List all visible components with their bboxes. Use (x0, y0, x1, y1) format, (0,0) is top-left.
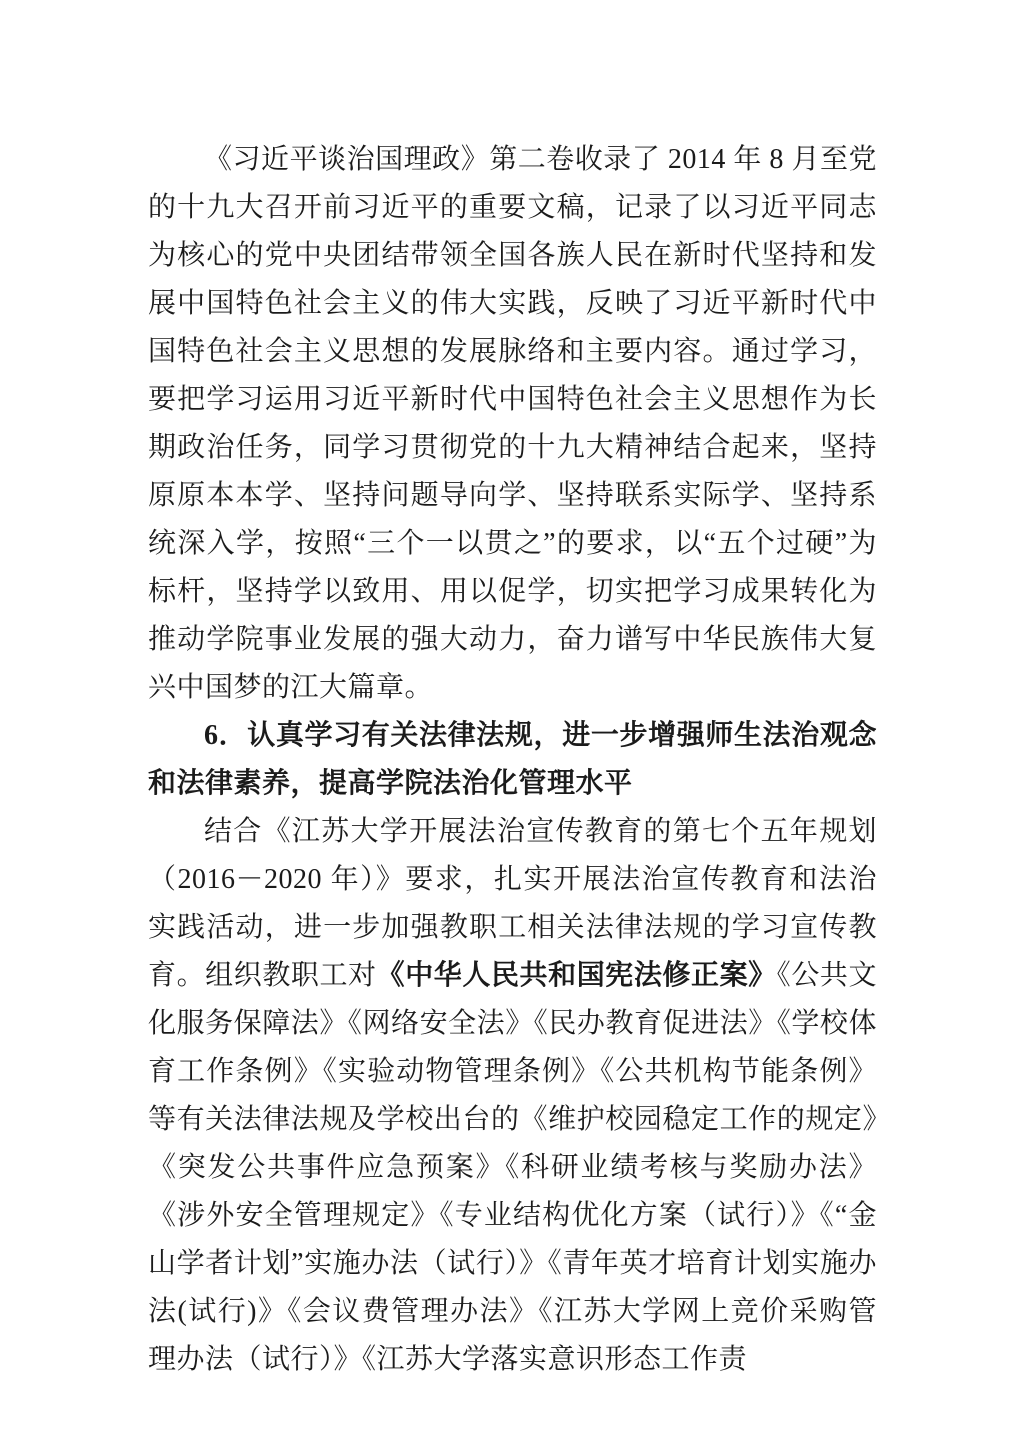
heading-section-6-run-0: 6．认真学习有关法律法规，进一步增强师生法治观念和法律素养，提高学院法治化管理水平 (148, 720, 877, 799)
paragraph-governance-study-run-0: 《习近平谈治国理政》第二卷收录了 2014 年 8 月至党的十九大召开前习近平的重要文稿，记录了以习近平同志为核心的党中央团结带领全国各族人民在新时代坚持和发展中国特色社会主义的伟大实践，反映了习近平新时代中国特色社会主义思想的发展脉络和主要内容。通过学习，要把学习运用习近平新时代中国特色社会主义思想作为长期政治任务，同学习贯彻党的十九大精神结合起来，坚持原原本本学、坚持问题导向学、坚持联系实际学、坚持系统深入学，按照“三个一以贯之”的要求，以“五个过硬”为标杆，坚持学以致用、用以促学，切实把学习成果转化为推动学院事业发展的强大动力，奋力谱写中华民族伟大复兴中国梦的江大篇章。 (148, 144, 877, 703)
paragraph-legal-education (148, 808, 877, 1384)
paragraph-legal-education-run-0: 结合《江苏大学开展法治宣传教育的第七个五年规划（2016－2020 年）》要求，扎实开展法治宣传教育和法治实践活动，进一步加强教职工相关法律法规的学习宣传教育。组织教职工对 (148, 816, 877, 991)
paragraph-legal-education-run-2: 《公共文化服务保障法》《网络安全法》《民办教育促进法》《学校体育工作条例》《实验动物管理条例》《公共机构节能条例》等有关法律法规及学校出台的《维护校园稳定工作的规定》《突发公共事件应急预案》《科研业绩考核与奖励办法》《涉外安全管理规定》《专业结构优化方案（试行）》《“金山学者计划”实施办法（试行）》《青年英才培育计划实施办法(试行)》《会议费管理办法》《江苏大学网上竞价采购管理办法（试行）》《江苏大学落实意识形态工作责 (148, 960, 877, 1375)
paragraph-legal-education-run-1: 《中华人民共和国宪法修正案》 (376, 960, 777, 991)
heading-section-6 (148, 712, 877, 808)
document-body (148, 136, 877, 1384)
paragraph-governance-study (148, 136, 877, 712)
